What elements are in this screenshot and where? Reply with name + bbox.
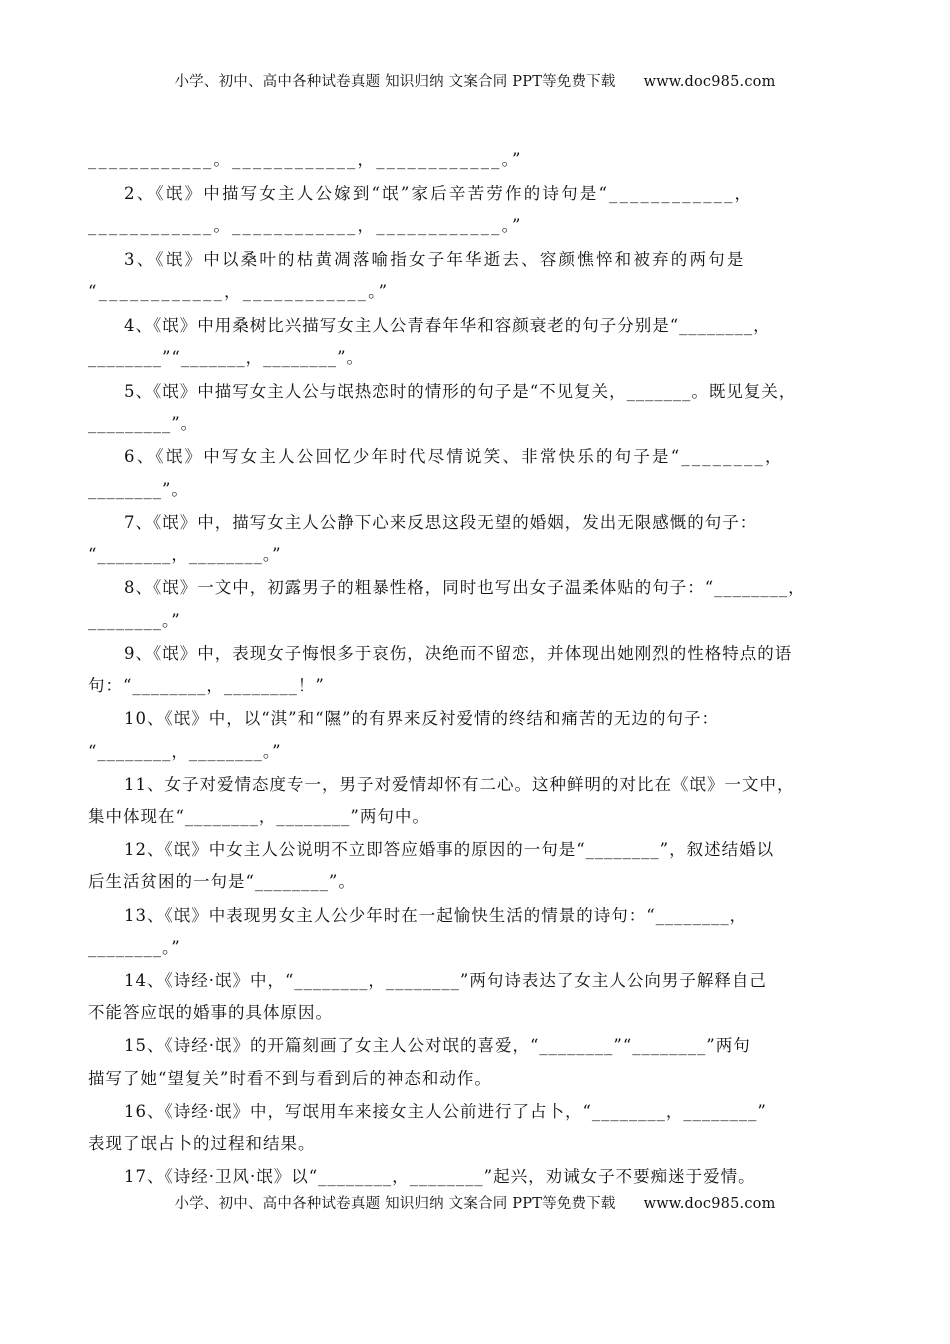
text-line: 15、《诗经·氓》的开篇刻画了女主人公对氓的喜爱，“________”“________”两句 (124, 1036, 751, 1055)
text-line: 9、《氓》中，表现女子悔恨多于哀伤，决绝而不留恋，并体现出她刚烈的性格特点的语 (124, 644, 793, 663)
text-line: 4、《氓》中用桑树比兴描写女主人公青春年华和容颜衰老的句子分别是“________， (124, 316, 771, 335)
text-line: 表现了氓占卜的过程和结果。 (88, 1134, 316, 1153)
header-url: www.doc985.com (643, 74, 776, 90)
text-line: 11、女子对爱情态度专一，男子对爱情却怀有二心。这种鲜明的对比在《氓》一文中， (124, 775, 795, 794)
text-line: 16、《诗经·氓》中，写氓用车来接女主人公前进行了占卜，“________，________” (124, 1102, 767, 1121)
text-line: 3、《氓》中以桑叶的枯黄凋落喻指女子年华逝去、容颜憔悴和被弃的两句是 (124, 250, 746, 269)
text-line: 后生活贫困的一句是“________”。 (88, 872, 356, 891)
text-line: 不能答应氓的婚事的具体原因。 (88, 1003, 333, 1022)
text-line: ________。” (88, 938, 181, 957)
text-line: 5、《氓》中描写女主人公与氓热恋时的情形的句子是“不见复关，_______。既见复关， (124, 382, 797, 401)
text-line: 12、《氓》中女主人公说明不立即答应婚事的原因的一句是“________”，叙述结婚以 (124, 840, 775, 859)
text-line: “________，________。” (88, 545, 282, 564)
text-line: 集中体现在“________，________”两句中。 (88, 807, 430, 826)
text-line: 2、《氓》中描写女主人公嫁到“氓”家后辛苦劳作的诗句是“____________， (124, 184, 754, 203)
text-line: 8、《氓》一文中，初露男子的粗暴性格，同时也写出女子温柔体贴的句子：“________， (124, 578, 806, 597)
text-line: ________”。 (88, 480, 189, 499)
text-line: ____________。____________，____________。” (88, 150, 523, 169)
header-text: 小学、初中、高中各种试卷真题 知识归纳 文案合同 PPT等免费下载 (174, 74, 616, 90)
text-line: 6、《氓》中写女主人公回忆少年时代尽情说笑、非常快乐的句子是“________， (124, 447, 784, 466)
footer-url: www.doc985.com (643, 1196, 776, 1212)
text-line: 7、《氓》中，描写女主人公静下心来反思这段无望的婚姻，发出无限感慨的句子： (124, 513, 758, 532)
text-line: ____________。____________，____________。” (88, 216, 523, 235)
text-line: _________”。 (88, 414, 199, 433)
text-line: ________。” (88, 611, 181, 630)
page-header (0, 70, 950, 91)
page-footer (0, 1192, 950, 1213)
text-line: 13、《氓》中表现男女主人公少年时在一起愉快生活的情景的诗句：“________， (124, 906, 748, 925)
text-line: 17、《诗经·卫风·氓》以“________，________”起兴，劝诫女子不要痴迷于爱情。 (124, 1167, 756, 1186)
text-line: 句：“________，________！” (88, 676, 325, 695)
text-line: “________，________。” (88, 742, 282, 761)
text-line: 14、《诗经·氓》中，“________，________”两句诗表达了女主人公向男子解释自己 (124, 971, 767, 990)
footer-text: 小学、初中、高中各种试卷真题 知识归纳 文案合同 PPT等免费下载 (174, 1196, 616, 1212)
text-line: 10、《氓》中，以“淇”和“隰”的有界来反衬爱情的终结和痛苦的无边的句子： (124, 709, 719, 728)
text-line: “____________，____________。” (88, 282, 390, 301)
text-line: ________”“_______，________”。 (88, 348, 365, 367)
text-line: 描写了她“望复关”时看不到与看到后的神态和动作。 (88, 1069, 492, 1088)
